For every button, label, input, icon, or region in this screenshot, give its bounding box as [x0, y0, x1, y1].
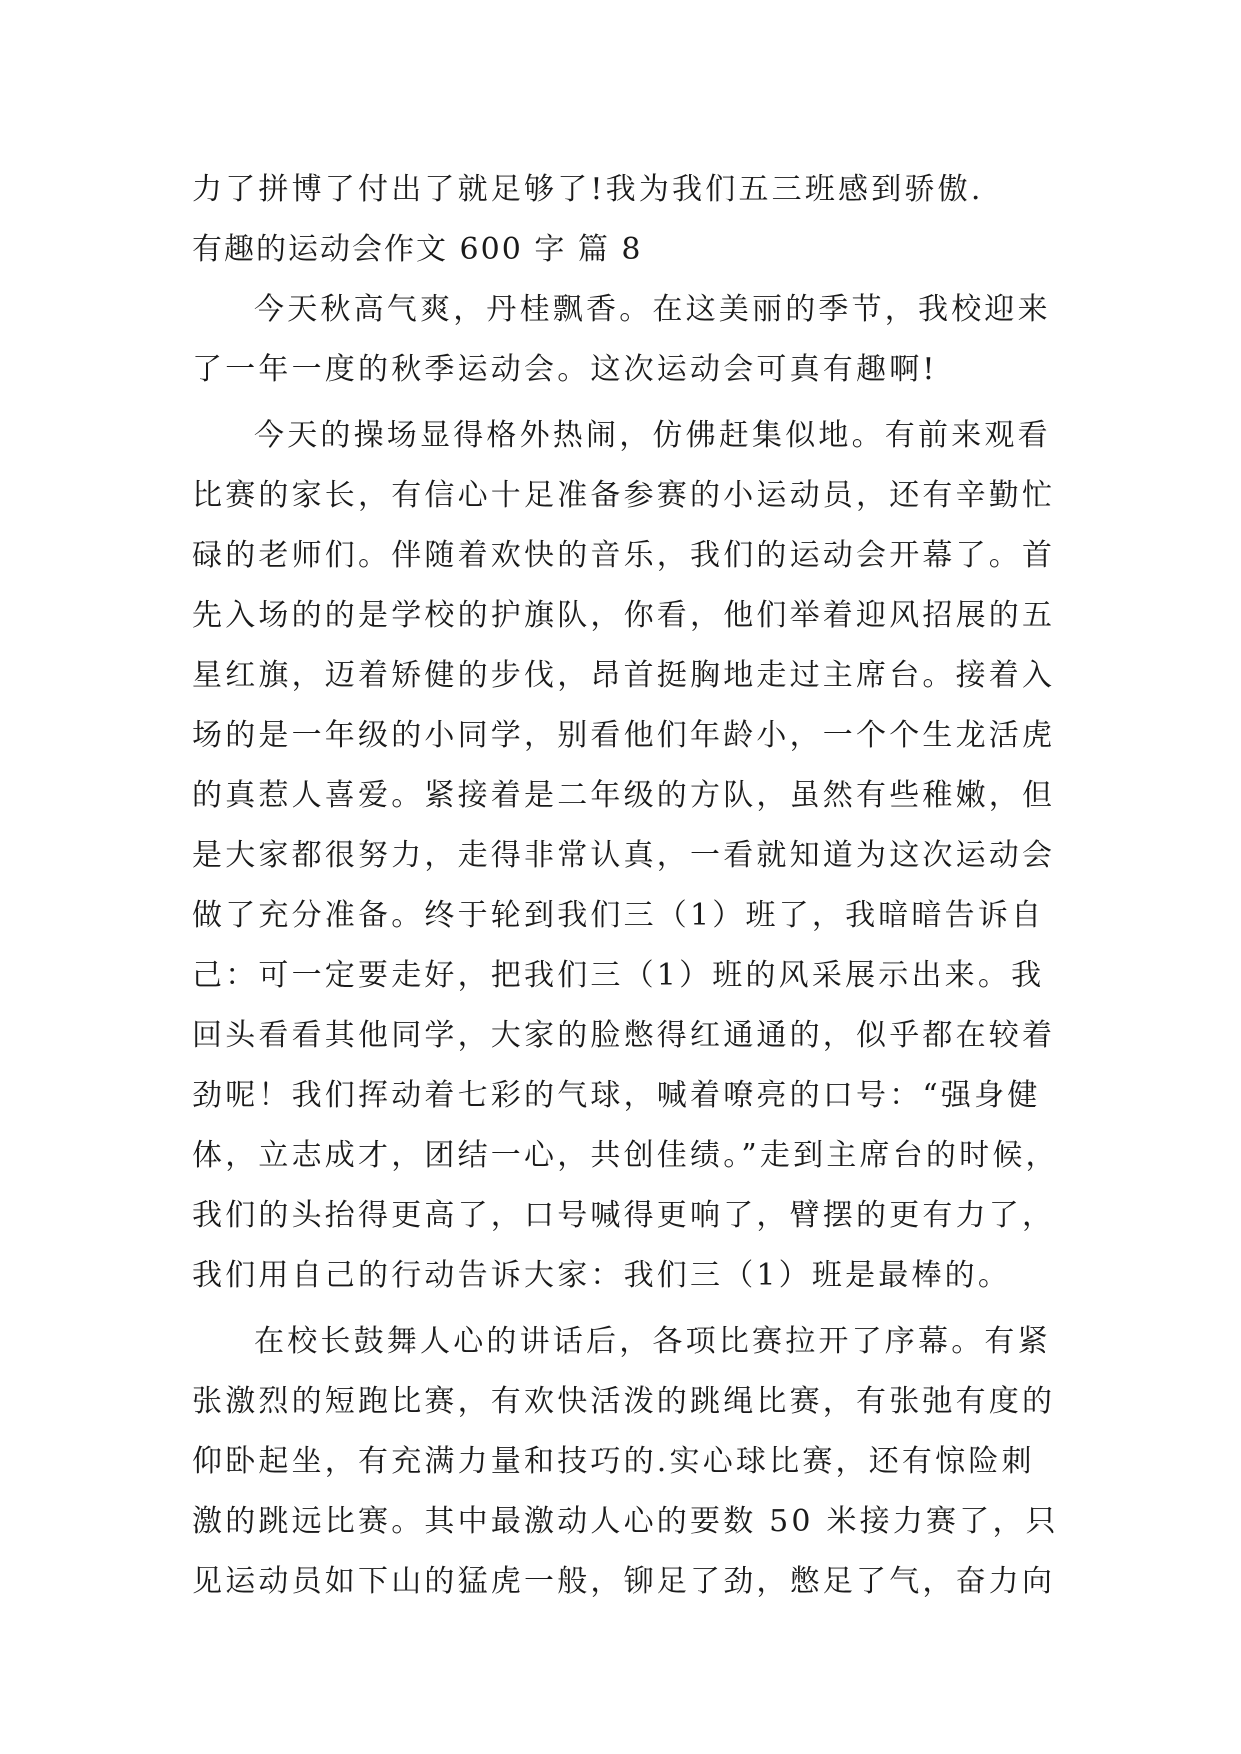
- paragraph-3: [192, 1312, 1072, 1612]
- text-line: 体，立志成才，团结一心，共创佳绩。”走到主席台的时候，: [192, 1138, 1059, 1173]
- text-line: 劲呢！我们挥动着七彩的气球，喊着嘹亮的口号：“强身健: [192, 1078, 1041, 1113]
- text-line: 今天的操场显得格外热闹，仿佛赶集似地。有前来观看: [254, 418, 1051, 453]
- text-line: 我们用自己的行动告诉大家：我们三（1）班是最棒的。: [192, 1258, 1012, 1293]
- text-line: 比赛的家长，有信心十足准备参赛的小运动员，还有辛勤忙: [192, 478, 1056, 513]
- document-body: [192, 160, 1072, 1612]
- text-line: 激的跳远比赛。其中最激动人心的要数 50 米接力赛了，只: [192, 1504, 1059, 1539]
- text-line: 仰卧起坐，有充满力量和技巧的.实心球比赛，还有惊险刺: [192, 1444, 1035, 1479]
- text-line: 了一年一度的秋季运动会。这次运动会可真有趣啊!: [192, 352, 938, 387]
- text-line: 张激烈的短跑比赛，有欢快活泼的跳绳比赛，有张弛有度的: [192, 1384, 1056, 1419]
- text-line: 今天秋高气爽，丹桂飘香。在这美丽的季节，我校迎来: [254, 292, 1051, 327]
- continuation-line: 力了拼博了付出了就足够了!我为我们五三班感到骄傲.: [192, 172, 984, 207]
- text-line: 己：可一定要走好，把我们三（1）班的风采展示出来。我: [192, 958, 1045, 993]
- essay-heading: 有趣的运动会作文 600 字 篇 8: [192, 232, 643, 267]
- text-line: 我们的头抬得更高了，口号喊得更响了，臂摆的更有力了，: [192, 1198, 1056, 1233]
- text-line: 做了充分准备。终于轮到我们三（1）班了，我暗暗告诉自: [192, 898, 1045, 933]
- paragraph-1: [192, 280, 1072, 400]
- text-line: 见运动员如下山的猛虎一般，铆足了劲，憋足了气，奋力向: [192, 1564, 1056, 1599]
- paragraph-2: [192, 406, 1072, 1306]
- text-line: 场的是一年级的小同学，别看他们年龄小，一个个生龙活虎: [192, 718, 1056, 753]
- text-line: 是大家都很努力，走得非常认真，一看就知道为这次运动会: [192, 838, 1056, 873]
- text-line: 碌的老师们。伴随着欢快的音乐，我们的运动会开幕了。首: [192, 538, 1056, 573]
- text-line: 回头看看其他同学，大家的脸憋得红通通的，似乎都在较着: [192, 1018, 1056, 1053]
- text-line: 先入场的的是学校的护旗队，你看，他们举着迎风招展的五: [192, 598, 1056, 633]
- text-line: 的真惹人喜爱。紧接着是二年级的方队，虽然有些稚嫩，但: [192, 778, 1056, 813]
- text-line: 在校长鼓舞人心的讲话后，各项比赛拉开了序幕。有紧: [254, 1324, 1051, 1359]
- text-line: 星红旗，迈着矫健的步伐，昂首挺胸地走过主席台。接着入: [192, 658, 1056, 693]
